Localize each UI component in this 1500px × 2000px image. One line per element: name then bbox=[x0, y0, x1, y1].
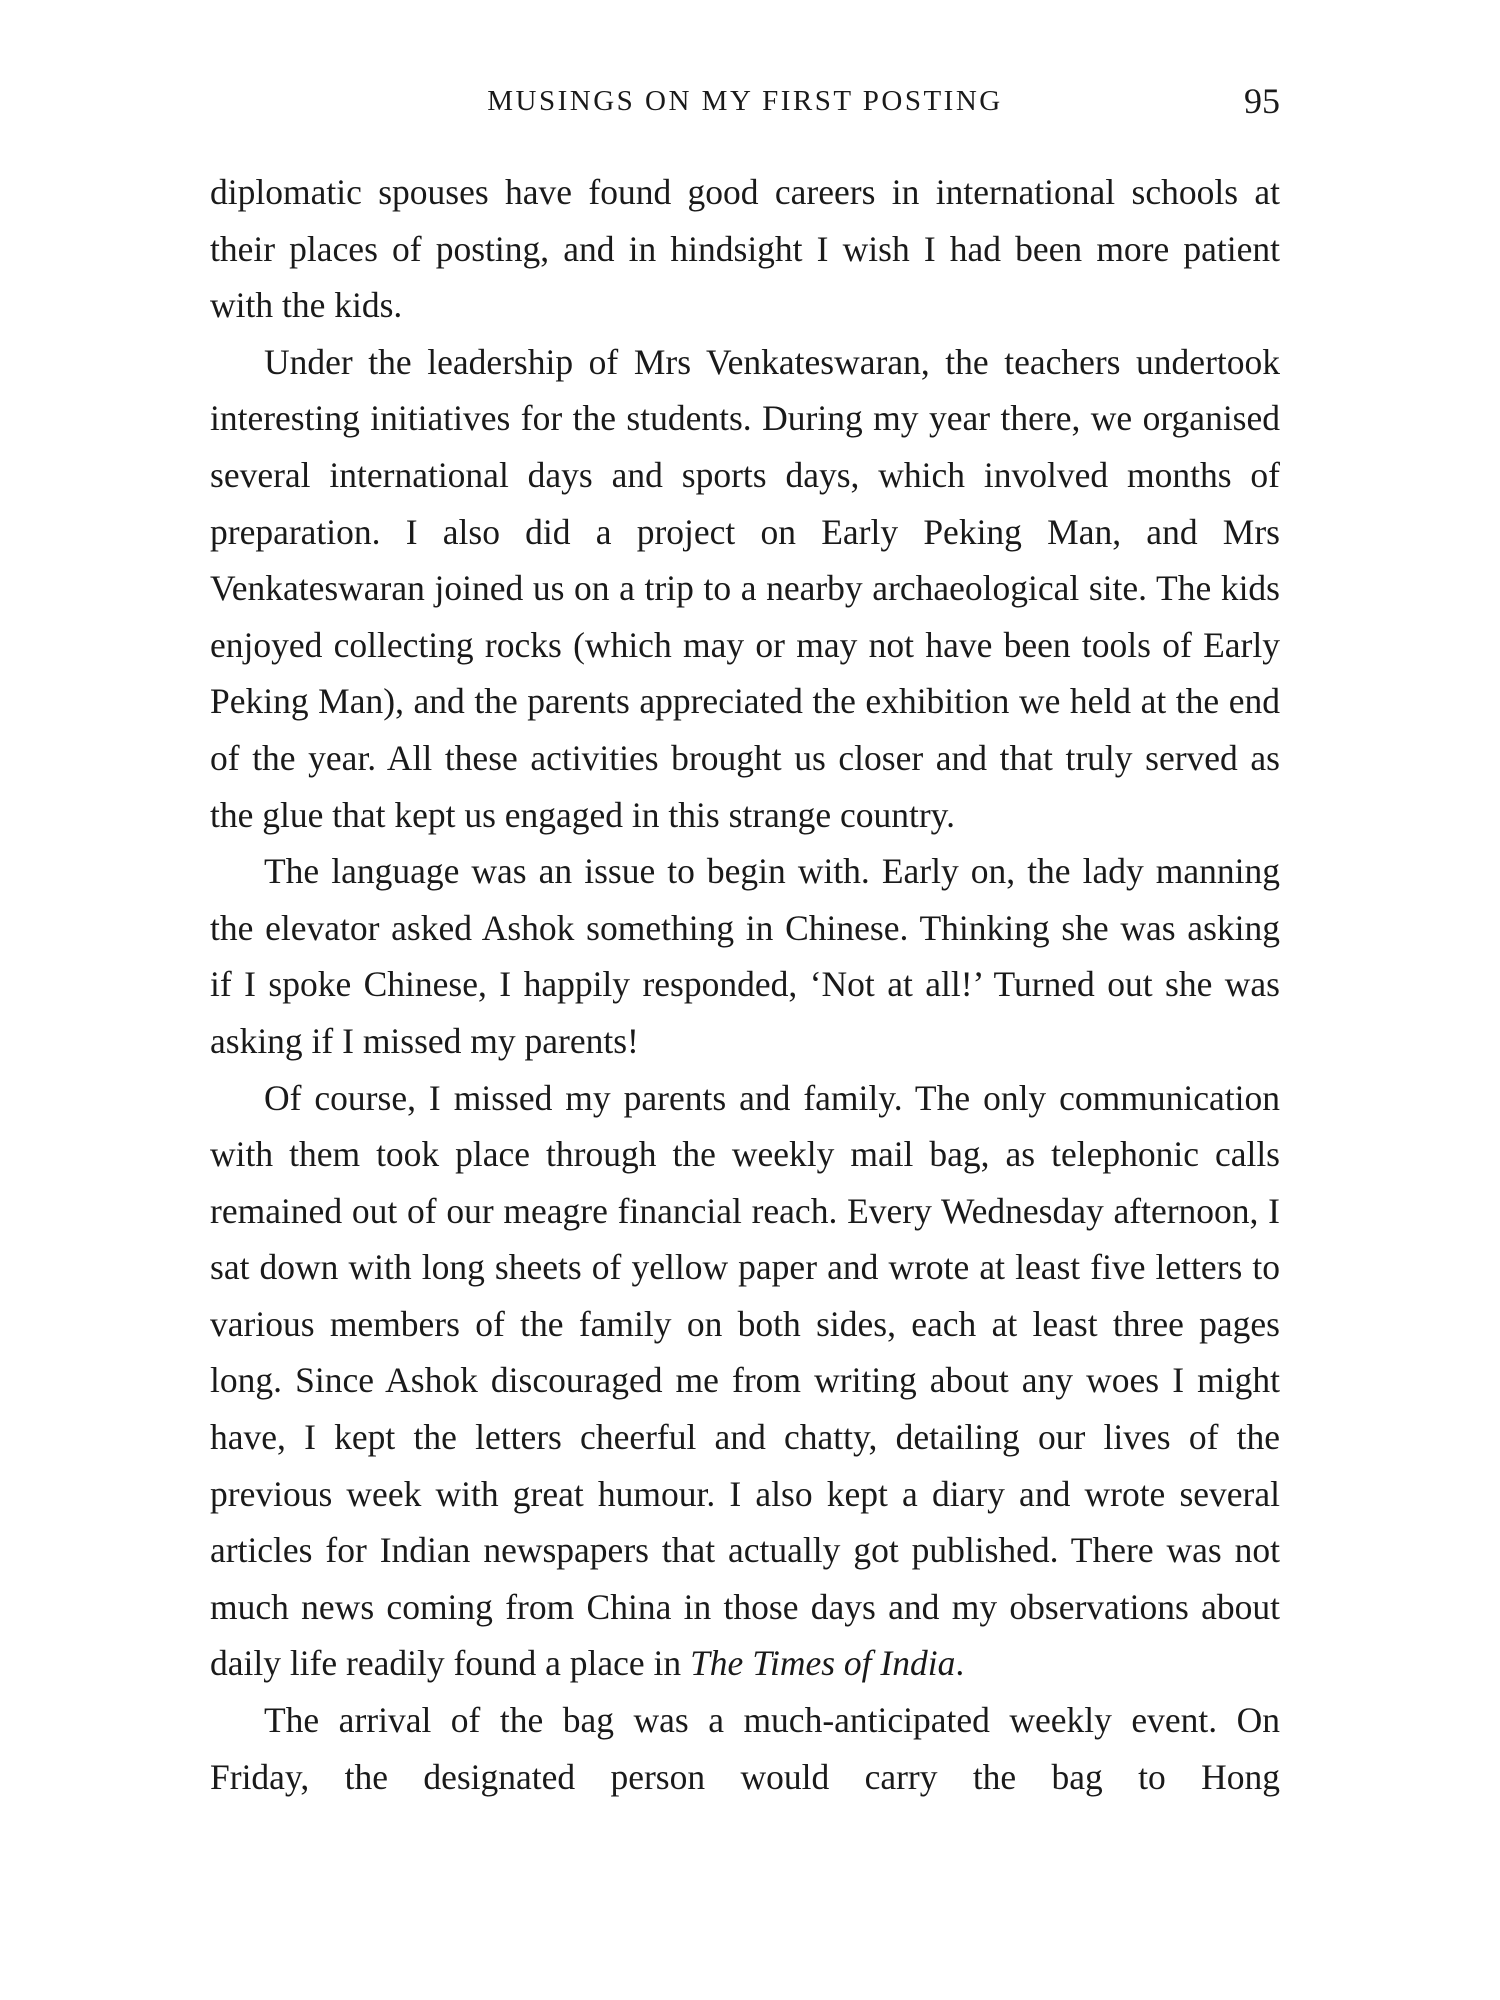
newspaper-title: The Times of India bbox=[690, 1643, 956, 1684]
paragraph: Under the leadership of Mrs Venkateswaran, the teachers undertook interesting initiatives for the students. During my year there, we organised several international days and sports days, which involved months of preparation. I also did a project on Early Peking Man, and Mrs Venkateswaran joined us on a trip to a nearby archaeological site. The kids enjoyed collecting rocks (which may or may not have been tools of Early Peking Man), and the parents appreciated the exhibition we held at the end of the year. All these activities brought us closer and that truly served as the glue that kept us engaged in this strange country. bbox=[210, 341, 1280, 835]
paragraph: The arrival of the bag was a much-anticipated weekly event. On Friday, the designated person would carry the bag to Hong bbox=[210, 1700, 1280, 1797]
body-text bbox=[210, 164, 1280, 1805]
paragraph-text: Of course, I missed my parents and family. The only communication with them took place through the weekly mail bag, as telephonic calls remained out of our meagre financial reach. Every Wednesday afternoon, I sat down with long sheets of yellow paper and wrote at least five letters to various members of the family on both sides, each at least three pages long. Since Ashok discouraged me from writing about any woes I might have, I kept the letters cheerful and chatty, detailing our lives of the previous week with great humour. I also kept a diary and wrote several articles for Indian newspapers that actually got published. There was not much news coming from China in those days and my observations about daily life readily found a place in bbox=[210, 1077, 1280, 1684]
page-number: 95 bbox=[1244, 81, 1280, 121]
paragraph bbox=[210, 1070, 1280, 1693]
paragraph: diplomatic spouses have found good careers in international schools at their places of posting, and in hindsight I wish I had been more patient with the kids. bbox=[210, 172, 1280, 326]
running-header bbox=[210, 78, 1280, 124]
paragraph-text-end: . bbox=[955, 1643, 965, 1684]
paragraph: The language was an issue to begin with. Early on, the lady manning the elevator asked Ashok something in Chinese. Thinking she was asking if I spoke Chinese, I happily responded, ‘Not at all!’ Turned out she was asking if I missed my parents! bbox=[210, 851, 1280, 1061]
running-title: MUSINGS ON MY FIRST POSTING bbox=[487, 85, 1003, 117]
